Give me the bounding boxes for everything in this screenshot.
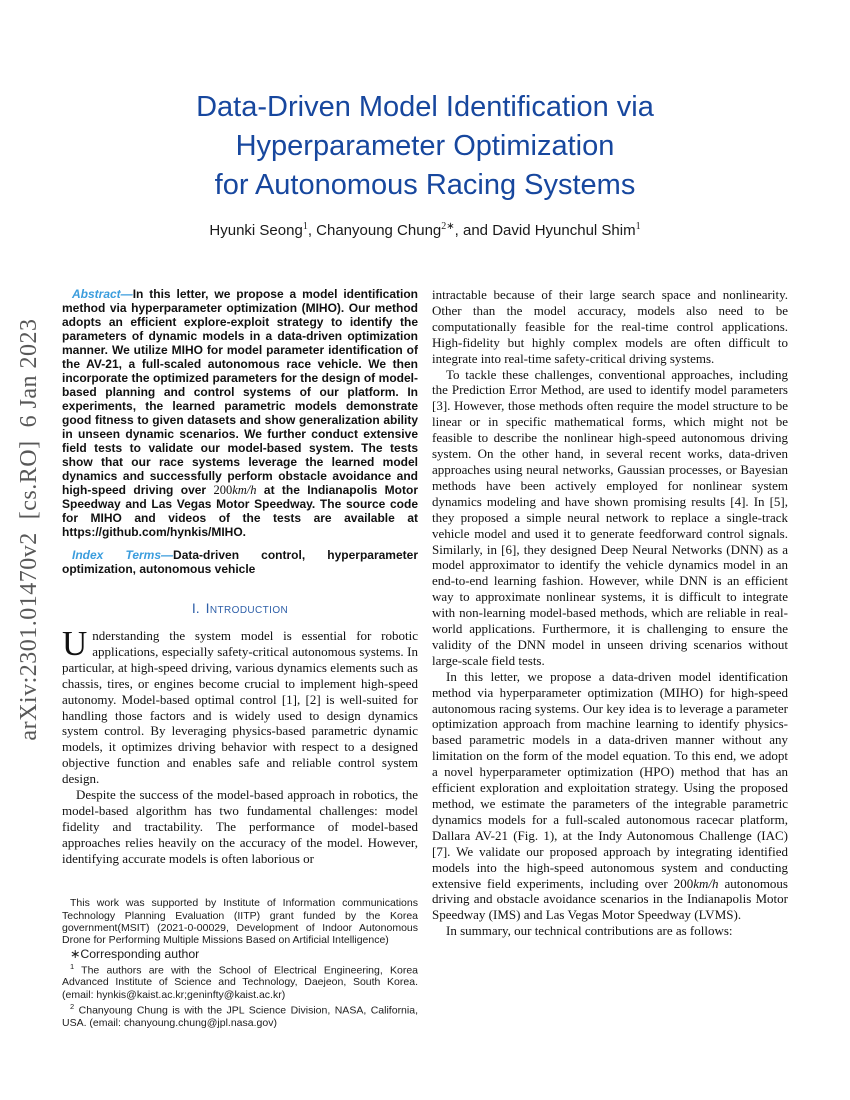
footnote-text: Chanyoung Chung is with the JPL Science Division, NASA, California, USA. (email: chanyoung.chung@jpl.nasa.gov) — [62, 1004, 418, 1029]
speed-value: 200 — [213, 483, 233, 497]
speed-value: 200 — [673, 875, 694, 891]
author-affiliation-mark: 1 — [635, 221, 641, 232]
paper-title-line: for Autonomous Racing Systems — [214, 169, 636, 201]
author-separator: , and — [454, 222, 493, 239]
left-column — [62, 287, 418, 1029]
arxiv-banner: arXiv:2301.01470v2 [cs.RO] 6 Jan 2023 — [16, 318, 42, 741]
paragraph-text: autonomous driving and obstacle avoidance scenarios in the Indianapolis Motor Speedway (IMS) and Las Vegas Motor Speedway (LVMS). — [432, 875, 788, 923]
paper-title-line: Hyperparameter Optimization — [235, 130, 615, 162]
index-terms-text: Data-driven control, hyperparameter optimization, autonomous vehicle — [62, 548, 418, 576]
speed-unit: km/h — [693, 875, 719, 891]
body-paragraph-contributions-lead: In summary, our technical contributions are as follows: — [446, 923, 733, 939]
author-separator: , — [307, 222, 317, 239]
footnotes — [62, 889, 418, 1029]
footnote-sup: 2 — [70, 1001, 75, 1011]
author-name: David Hyunchul Shim — [492, 222, 636, 239]
intro-paragraph-2: Despite the success of the model-based approach in robotics, the model-based algorithm has two fundamental challenges: model fidelity and tractability. The performance of model-based approaches relies heavily on the accuracy of the model. However, identifying accurate models is often laborious or — [62, 787, 418, 866]
footnote-corresponding-author — [62, 947, 418, 961]
footnote-affiliation-1 — [62, 961, 418, 1001]
section-heading-introduction — [62, 600, 418, 616]
abstract-text: In this letter, we propose a model identification method via hyperparameter optimization (MIHO). Our method adopts an efficient explore-exploit strategy to identify the parameters of dynamic models in a data-driven optimization manner. We utilize MIHO for model parameter identification of the AV-21, a full-scaled autonomous race vehicle. We then incorporate the optimized parameters for the design of model-based planning and control systems of our platform. In experiments, the learned parametric models demonstrate good fitness to given datasets and show generalization ability in unseen dynamic scenarios. We further conduct extensive field tests to validate our model-based system. The tests show that our race systems leverage the learned model dynamics and successfully perform obstacle avoidance and high-speed driving over — [62, 287, 418, 497]
right-column — [432, 287, 788, 1029]
drop-cap: U — [62, 624, 88, 663]
intro-paragraph-1 — [62, 624, 418, 787]
footnote-text: The authors are with the School of Electrical Engineering, Korea Advanced Institute of Science and Technology, Daejeon, South Korea. (email: hynkis@kaist.ac.kr;geninfty@kaist.ac.kr) — [62, 964, 418, 1001]
index-terms-label: Index Terms— — [72, 548, 174, 562]
index-terms — [62, 548, 418, 576]
paragraph-text: nderstanding the system model is essential for robotic applications, especially safety-critical autonomous systems. In particular, at high-speed driving, various dynamics elements such as chassis, tires, or engines become crucial to implement high-speed autonomy. Model-based optimal control [1], [2] is well-suited for handling those factors and is widely used to design dynamics system control. By leveraging physics-based parametric dynamic models, it optimizes driving behavior with respect to a designed objective function and enables safe and reliable control system design. — [62, 628, 418, 787]
abstract-text: . — [242, 525, 247, 539]
author-name: Chanyoung Chung — [316, 222, 442, 239]
abstract — [62, 287, 418, 539]
github-link[interactable]: https://github.com/hynkis/MIHO — [62, 525, 243, 539]
paper-title — [62, 88, 788, 205]
section-title: Introduction — [205, 600, 289, 616]
footnote-funding: This work was supported by Institute of Information communications Technology Planning Evaluation (IITP) grant funded by the Korea government(MSIT) (2021-0-00029, Development of Indoor Autonomous Drone for Performing Multiple Missions Based on Artificial Intelligence) — [62, 897, 418, 947]
abstract-label: Abstract— — [72, 287, 133, 301]
body-paragraph-continuation: intractable because of their large search space and nonlinearity. Other than the model accuracy, models also need to be computationally feasible for the real-time control applications. High-fidelity but highly complex models are often difficult to integrate into real-time safety-critical driving systems. — [432, 287, 788, 366]
author-affiliation-mark: 2∗ — [441, 221, 455, 232]
paper-title-line: Data-Driven Model Identification via — [196, 91, 654, 123]
footnote-affiliation-2 — [62, 1001, 418, 1029]
section-number: I. — [191, 600, 200, 616]
author-affiliation-mark: 1 — [302, 221, 308, 232]
authors-line — [62, 221, 788, 239]
paper-content — [62, 0, 788, 1029]
footnote-star-text: Corresponding author — [80, 946, 200, 961]
author-name: Hyunki Seong — [209, 222, 303, 239]
body-paragraph — [432, 669, 788, 924]
speed-unit: km/h — [232, 483, 257, 497]
two-column-body — [62, 287, 788, 1029]
footnote-star-mark: ∗ — [70, 946, 81, 961]
paragraph-text: In this letter, we propose a data-driven model identification method via hyperparameter optimization (MIHO) for high-speed autonomous racing systems. Our key idea is to leverage a parameter optimization approach from machine learning to identify physics-based parametric models in a data-driven manner without any limitation on the form of the model equation. To this end, we adopt a novel hyperparameter optimization (HPO) method that has an efficient exploration and exploitation strategy. Using the proposed method, we estimate the parameters of the integrable parametric dynamics models for a full-scaled autonomous racecar platform, Dallara AV-21 (Fig. 1), at the Indy Autonomous Challenge (IAC) [7]. We validate our proposed approach by integrating identified models into the high-speed autonomous system and conducting extensive field experiments, including over — [432, 668, 788, 891]
abstract-text: at the Indianapolis Motor Speedway and Las Vegas Motor Speedway. The source code for MIHO and videos of the tests are available at — [62, 483, 419, 525]
body-paragraph: To tackle these challenges, conventional approaches, including the Prediction Error Method, are used to identify model parameters [3]. However, those methods often require the model structure to be linear or in specific mathematical forms, which might not be feasible to describe the nonlinear high-speed autonomous driving system. On the other hand, in several recent works, data-driven approaches using neural networks, Gaussian processes, or Bayesian methods have been actively employed for nonlinear system dynamics modeling and have shown promising results [4]. In [5], they proposed a simple neural network to replace a single-track vehicle model and used it to generate feedforward control signals. Similarly, in [6], they designed Deep Neural Networks (DNN) as a model approximator to identify the vehicle dynamics model in an end-to-end learning fashion. However, while DNN is an efficient way to approximate nonlinear systems, it is difficult to integrate with non-learning model-based methods, which are reliable in real-world applications. Furthermore, it is challenging to ensure the validity of the DNN model in unseen driving scenarios without large-scale field tests. — [432, 366, 788, 668]
footnote-sup: 1 — [70, 961, 75, 971]
